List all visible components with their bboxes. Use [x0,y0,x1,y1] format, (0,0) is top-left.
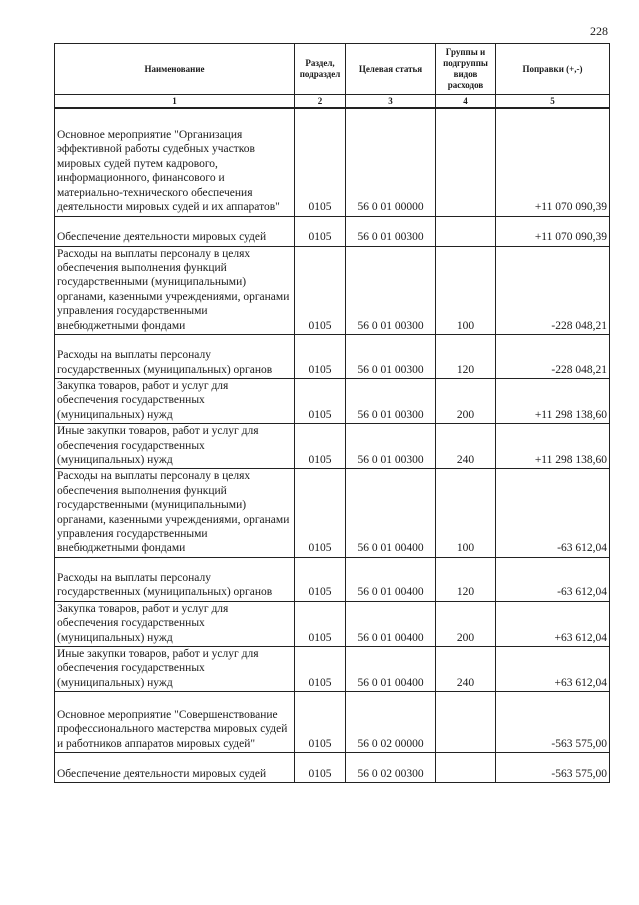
row-section: 0105 [295,753,346,783]
table-row [55,108,610,216]
row-name: Расходы на выплаты персоналу государственных (муниципальных) органов [55,557,295,601]
row-name: Расходы на выплаты персоналу государственных (муниципальных) органов [55,334,295,378]
row-article: 56 0 01 00400 [346,469,436,557]
row-group: 200 [436,601,496,646]
row-section: 0105 [295,108,346,216]
row-group: 240 [436,424,496,469]
header-article: Целевая статья [346,44,436,95]
row-amount: +63 612,04 [496,647,610,692]
row-name: Обеспечение деятельности мировых судей [55,753,295,783]
table-row [55,753,610,783]
header-group: Группы и подгруппы видов расходов [436,44,496,95]
row-section: 0105 [295,692,346,753]
row-group: 200 [436,378,496,423]
table-row [55,557,610,601]
row-group: 240 [436,647,496,692]
row-group: 100 [436,469,496,557]
row-article: 56 0 01 00000 [346,108,436,216]
row-article: 56 0 02 00000 [346,692,436,753]
column-number: 2 [295,95,346,109]
row-group [436,108,496,216]
table-row [55,601,610,646]
row-name: Закупка товаров, работ и услуг для обеспечения государственных (муниципальных) нужд [55,378,295,423]
row-name: Основное мероприятие "Совершенствование профессионального мастерства мировых судей и работников аппаратов мировых судей" [55,692,295,753]
row-name: Основное мероприятие "Организация эффективной работы судебных участков мировых судей путем кадрового, информационного, финансового и материально-технического обеспечения деятельности мировых судей и их аппаратов" [55,108,295,216]
row-section: 0105 [295,557,346,601]
row-amount: -63 612,04 [496,469,610,557]
row-section: 0105 [295,424,346,469]
header-name: Наименование [55,44,295,95]
row-section: 0105 [295,246,346,334]
row-group [436,216,496,246]
row-amount: +11 298 138,60 [496,424,610,469]
row-section: 0105 [295,601,346,646]
row-amount: -563 575,00 [496,692,610,753]
row-amount: -228 048,21 [496,246,610,334]
row-amount: +11 070 090,39 [496,216,610,246]
row-group: 120 [436,334,496,378]
row-article: 56 0 01 00300 [346,424,436,469]
table-row [55,334,610,378]
row-name: Иные закупки товаров, работ и услуг для обеспечения государственных (муниципальных) нужд [55,424,295,469]
table-row [55,424,610,469]
row-article: 56 0 01 00400 [346,647,436,692]
row-name: Закупка товаров, работ и услуг для обеспечения государственных (муниципальных) нужд [55,601,295,646]
row-article: 56 0 01 00300 [346,246,436,334]
row-section: 0105 [295,216,346,246]
row-section: 0105 [295,378,346,423]
row-section: 0105 [295,469,346,557]
row-amount: -228 048,21 [496,334,610,378]
row-amount: +11 298 138,60 [496,378,610,423]
row-name: Расходы на выплаты персоналу в целях обеспечения выполнения функций государственными (муниципальными) органами, казенными учреждениями, органами управления государственными внебюджетными фондами [55,469,295,557]
row-amount: -63 612,04 [496,557,610,601]
row-name: Расходы на выплаты персоналу в целях обеспечения выполнения функций государственными (муниципальными) органами, казенными учреждениями, органами управления государственными внебюджетными фондами [55,246,295,334]
header-amendment: Поправки (+,-) [496,44,610,95]
column-number: 1 [55,95,295,109]
row-article: 56 0 01 00300 [346,378,436,423]
table-row [55,469,610,557]
row-group [436,692,496,753]
row-group [436,753,496,783]
column-number: 3 [346,95,436,109]
table-row [55,647,610,692]
table-row [55,378,610,423]
row-amount: +11 070 090,39 [496,108,610,216]
row-section: 0105 [295,334,346,378]
page-number: 228 [590,24,608,38]
row-name: Иные закупки товаров, работ и услуг для обеспечения государственных (муниципальных) нужд [55,647,295,692]
row-article: 56 0 01 00400 [346,601,436,646]
row-article: 56 0 01 00300 [346,334,436,378]
column-number: 5 [496,95,610,109]
table-row [55,216,610,246]
budget-amendments-table [54,43,610,783]
header-section: Раздел, подраздел [295,44,346,95]
row-article: 56 0 01 00400 [346,557,436,601]
row-amount: -563 575,00 [496,753,610,783]
row-article: 56 0 02 00300 [346,753,436,783]
row-group: 120 [436,557,496,601]
row-amount: +63 612,04 [496,601,610,646]
row-name: Обеспечение деятельности мировых судей [55,216,295,246]
column-number: 4 [436,95,496,109]
row-article: 56 0 01 00300 [346,216,436,246]
row-section: 0105 [295,647,346,692]
table-row [55,246,610,334]
table-row [55,692,610,753]
row-group: 100 [436,246,496,334]
